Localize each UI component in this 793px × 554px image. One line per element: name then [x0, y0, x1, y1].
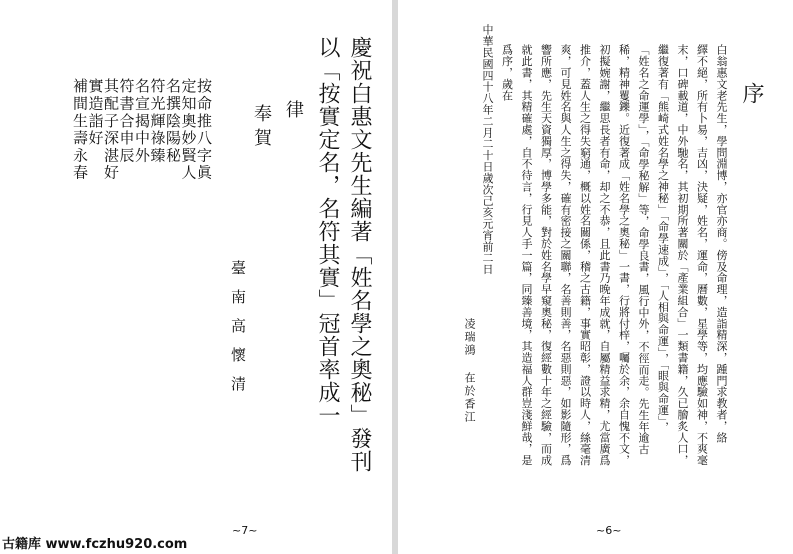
page-number-left: ~7~ [232, 524, 258, 537]
preface-body-column: 就此書，其精確處，自不待言，行見人手一篇，同臻善境，其造福人群豈淺鮮哉，是 [520, 44, 533, 466]
signature: 臺南高懷清 [229, 260, 247, 405]
preface-body-column: 白翁惠文老先生，學問淵博，亦官亦商。傍及命理，造詣精深，踵門求教者，絡 [715, 44, 728, 443]
headline-column: 律 [283, 100, 304, 124]
poem-column: 其配子深湛好 [102, 78, 120, 182]
preface-body-column: 「姓名之命運學」，「命學秘解」等，命學良書，風行中外，不徑而走。先生年逾古 [637, 44, 650, 455]
preface-body-column: 推介，蓋人生之得失窮通，概以姓名關係，稽之古籍，事實昭彰，證以時人，絲毫清 [578, 44, 592, 466]
poem-column: 補間生壽永春 [71, 78, 89, 182]
preface-body-column: 初擬婉謝，繼思長者有命，却之不恭，且此書乃晚年成就，自屬精益求精，尤當廣爲 [598, 44, 611, 466]
page-number-right: ~6~ [596, 524, 622, 537]
right-page [398, 0, 793, 554]
poem-column: 符光輝祿臻 [148, 78, 167, 165]
date-line: 中華民國四十八年二月二十日歲次己亥元宵前二日 [481, 24, 494, 275]
preface-body-column: 末，口碑載道，中外馳名，其初期所著關於「產業組合」一類書籍，久已膾炙人口， [676, 44, 689, 466]
preface-body-column: 爲序，歲在 [500, 44, 514, 101]
headline-column: 以「按實定名，名符其實」冠首率成一 [315, 36, 340, 427]
poem-column: 名宣揭中外 [133, 78, 151, 165]
poem-column: 符書合申辰 [117, 78, 136, 165]
preface-body-column: 爽，可見姓名與人生之得失，確有密接之關聯，名善則善，名惡則惡，如影隨形，爲 [559, 44, 572, 466]
author-line: 凌瑞鴻 在於香江 [463, 318, 476, 424]
preface-title: 序 [739, 82, 764, 104]
headline-column: 慶祝白惠文先生編著「姓名學之奧秘」發刊 [347, 36, 372, 473]
poem-column: 實造詣好 [86, 78, 105, 148]
poem-column: 定知奧妙賢人 [179, 78, 198, 182]
poem-column: 按命推八字眞 [195, 78, 213, 182]
left-page [0, 0, 392, 554]
preface-body-column: 繼復著有「熊崎式姓名學之神秘」「命學速成」，「人相與命運」，「眼與命運」， [656, 44, 670, 433]
preface-body-column: 響所應，先生天資獨厚，博學多能，對於姓名學早窺奧秘，復經數十年之經驗，而成 [539, 44, 553, 466]
poem-column: 名撰陰陽秘 [164, 78, 182, 165]
site-watermark: 古籍库 www.fczhu920.com [0, 536, 212, 554]
preface-body-column: 繹不絕，所有卜易，吉凶，決疑，姓名，運命，曆數，星學等，均應驗如神，不爽毫 [695, 44, 709, 466]
headline-column: 奉賀 [251, 104, 272, 152]
preface-body-column: 稀，精神矍鑠。近復著成「姓名學之奧秘」一書，行將付梓，囑於余，余自愧不文， [617, 44, 631, 466]
